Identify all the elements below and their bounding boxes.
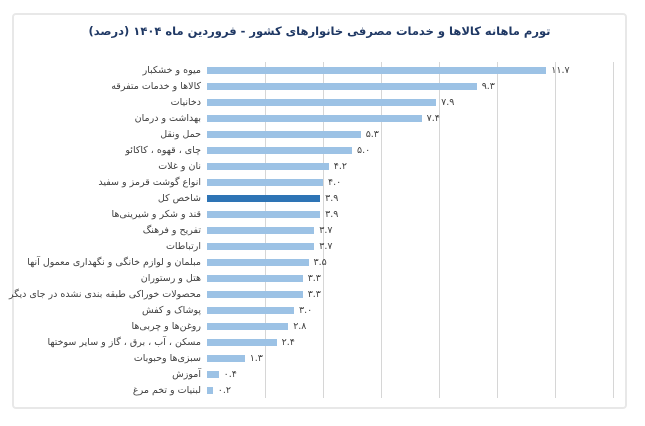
bar-row — [14, 78, 625, 94]
category-label: محصولات خوراکی طبقه بندی نشده در جای دیگر — [8, 288, 201, 300]
bar — [207, 115, 422, 122]
bar — [207, 131, 361, 138]
bar-area — [207, 158, 625, 174]
bar-area — [207, 190, 625, 206]
bar-area — [207, 382, 625, 398]
bar-row — [14, 126, 625, 142]
bar — [207, 371, 219, 378]
bar-row — [14, 318, 625, 334]
bar-area — [207, 318, 625, 334]
bar — [207, 339, 277, 346]
bar — [207, 323, 288, 330]
bar-area — [207, 254, 625, 270]
highlight-bar — [207, 195, 320, 202]
category-label: ارتباطات — [165, 240, 201, 252]
bar — [207, 99, 436, 106]
bar-area — [207, 78, 625, 94]
bar — [207, 387, 213, 394]
bar-row — [14, 302, 625, 318]
value-label: ۳.۵ — [313, 256, 327, 268]
bar — [207, 179, 323, 186]
bar-area — [207, 222, 625, 238]
value-label: ۹.۳ — [481, 80, 495, 92]
bar-area — [207, 302, 625, 318]
bar — [207, 163, 329, 170]
value-label: ۳.۰ — [299, 304, 313, 316]
value-label: ۰.۲ — [217, 384, 232, 396]
category-label: سبزی‌ها وحبوبات — [133, 352, 201, 364]
category-label: مسکن ، آب ، برق ، گاز و سایر سوختها — [47, 336, 201, 348]
category-label: آموزش — [172, 368, 201, 380]
value-label: ۰.۴ — [223, 368, 237, 380]
chart-frame — [8, 13, 627, 409]
bar-row — [8, 286, 625, 302]
value-label: ۳.۷ — [319, 240, 333, 252]
category-label: حمل ونقل — [160, 128, 201, 140]
bar-row — [14, 142, 625, 158]
category-label: مبلمان و لوازم خانگی و نگهداری معمول آنها — [27, 256, 201, 268]
bar-row — [14, 366, 625, 382]
bar-area — [207, 366, 625, 382]
bar-area — [207, 174, 625, 190]
bar — [207, 227, 314, 234]
bar-rows — [8, 62, 625, 398]
category-label: هتل و رستوران — [140, 272, 201, 284]
value-label: ۳.۹ — [325, 192, 339, 204]
bar-row — [14, 238, 625, 254]
value-label: ۵.۰ — [357, 144, 371, 156]
category-label: میوه و خشکبار — [142, 64, 201, 76]
category-label: شاخص کل — [157, 192, 201, 204]
bar-area — [207, 62, 625, 78]
bar — [207, 307, 294, 314]
value-label: ۳.۷ — [319, 224, 333, 236]
value-label: ۷.۴ — [426, 112, 440, 124]
value-label: ۴.۲ — [333, 160, 348, 172]
bar-row — [14, 158, 625, 174]
bar-row — [14, 350, 625, 366]
bar-row — [14, 206, 625, 222]
bar-row — [14, 190, 625, 206]
bar-area — [207, 270, 625, 286]
bar — [207, 83, 477, 90]
value-label: ۱.۳ — [249, 352, 263, 364]
bar-area — [207, 286, 625, 302]
bar — [207, 211, 320, 218]
bar-area — [207, 126, 625, 142]
bar — [207, 67, 546, 74]
bar-row — [14, 110, 625, 126]
bar-row — [14, 254, 625, 270]
category-label: چای ، قهوه ، کاکائو — [125, 144, 201, 156]
value-label: ۳.۳ — [307, 288, 321, 300]
category-label: نان و غلات — [158, 160, 201, 172]
value-label: ۲.۴ — [281, 336, 295, 348]
category-label: لبنیات و تخم مرغ — [132, 384, 201, 396]
bar-row — [14, 222, 625, 238]
value-label: ۳.۳ — [307, 272, 321, 284]
value-label: ۴.۰ — [328, 176, 342, 188]
bar-row — [14, 62, 625, 78]
bar-area — [207, 206, 625, 222]
bar-area — [207, 334, 625, 350]
bar-row — [14, 94, 625, 110]
value-label: ۷.۹ — [441, 96, 455, 108]
bar-row — [14, 382, 625, 398]
bar-row — [14, 270, 625, 286]
bar — [207, 259, 309, 266]
category-label: بهداشت و درمان — [134, 112, 201, 124]
bar-row — [14, 174, 625, 190]
value-label: ۵.۳ — [365, 128, 379, 140]
bar-area — [207, 238, 625, 254]
category-label: دخانیات — [170, 96, 201, 108]
bar — [207, 291, 303, 298]
bar-row — [14, 334, 625, 350]
category-label: تفریح و فرهنگ — [142, 224, 201, 236]
bar — [207, 243, 314, 250]
value-label: ۳.۹ — [325, 208, 339, 220]
category-label: کالاها و خدمات متفرقه — [111, 80, 201, 92]
value-label: ۱۱.۷ — [551, 64, 570, 76]
category-label: قند و شکر و شیرینی‌ها — [111, 208, 201, 220]
chart-title: تورم ماهانه کالاها و خدمات مصرفی خانوارهای کشور - فروردین ماه ۱۴۰۴ (درصد) — [88, 24, 551, 38]
category-label: انواع گوشت قرمز و سفید — [98, 176, 201, 188]
category-label: روغن‌ها و چربی‌ها — [131, 320, 201, 332]
bar-area — [207, 94, 625, 110]
bar — [207, 147, 352, 154]
bar-area — [207, 142, 625, 158]
value-label: ۲.۸ — [293, 320, 307, 332]
bar — [207, 275, 303, 282]
bar — [207, 355, 245, 362]
category-label: پوشاک و کفش — [142, 304, 201, 316]
bar-area — [207, 110, 625, 126]
bar-area — [207, 350, 625, 366]
